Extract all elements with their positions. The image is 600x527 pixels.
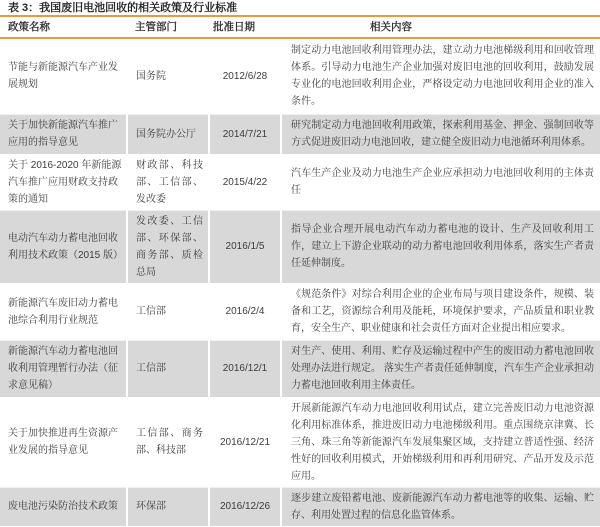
related-content-cell: 逐步建立废铅蓄电池、废新能源汽车动力蓄电池等的收集、运输、贮存、利用处置过程的信息化监管体系。	[281, 487, 600, 526]
policy-name-cell: 关于 2016-2020 年新能源汽车推广应用财政支持政策的通知	[0, 154, 127, 210]
policy-name-cell: 节能与新能源汽车产业发展规划	[0, 39, 127, 114]
policy-name-cell: 关于加快推进再生资源产业发展的指导意见	[0, 397, 127, 487]
department-cell: 工信部	[127, 340, 209, 397]
column-header-department: 主管部门	[127, 17, 209, 37]
department-cell: 国务院办公厅	[127, 114, 209, 154]
related-content-cell: 制定动力电池回收利用管理办法，建立动力电池梯级利用和回收管理体系。引导动力电池生产企业加强对废旧电池的回收利用，鼓励发展专业化的电池回收利用企业，严格设定动力电池回收利用企业的准入条件。	[281, 39, 600, 114]
approval-date-cell: 2012/6/28	[209, 39, 281, 114]
approval-date-cell: 2016/2/4	[209, 283, 281, 340]
department-cell: 财政部、科技部、工信部、发改委	[127, 154, 209, 210]
department-cell: 工信部	[127, 283, 209, 340]
related-content-cell: 研究制定动力电池回收利用政策，探索利用基金、押金、强制回收等方式促进废旧动力电池回收，建立健全废旧动力电池循环利用体系。	[281, 114, 600, 154]
approval-date-cell: 2016/1/5	[209, 210, 281, 283]
policy-table	[0, 17, 600, 37]
policy-table-body	[0, 39, 600, 527]
related-content-cell: 汽车生产企业及动力电池生产企业应承担动力电池回收利用的主体责任	[281, 154, 600, 210]
related-content-cell: 《规范条件》对综合利用企业的企业布局与项目建设条件，规模、装备和工艺，资源综合利用及能耗，环境保护要求，产品质量和职业教育，安全生产、职业健康和社会责任方面对企业提出相应要求。	[281, 283, 600, 340]
related-content-cell: 对生产、使用、利用、贮存及运输过程中产生的废旧动力蓄电池回收处理办法进行规定。 落实生产者责任延伸制度，汽车生产企业承担动力蓄电池回收利用主体责任。	[281, 340, 600, 397]
policy-name-cell: 关于加快新能源汽车推广应用的指导意见	[0, 114, 127, 154]
policy-name-cell: 新能源汽车动力蓄电池回收利用管理暂行办法（征求意见稿）	[0, 340, 127, 397]
department-cell: 国务院	[127, 39, 209, 114]
related-content-cell: 指导企业合理开展电动汽车动力蓄电池的设计、生产及回收利用工作，建立上下游企业联动的动力蓄电池回收利用体系，落实生产者责任延伸制度。	[281, 210, 600, 283]
table-row	[0, 487, 600, 526]
table-row	[0, 283, 600, 340]
column-header-policy-name: 政策名称	[0, 17, 127, 37]
policy-name-cell: 电动汽车动力蓄电池回收利用技术政策（2015 版）	[0, 210, 127, 283]
approval-date-cell: 2016/12/26	[209, 487, 281, 526]
approval-date-cell: 2016/12/1	[209, 340, 281, 397]
policy-name-cell: 废电池污染防治技术政策	[0, 487, 127, 526]
approval-date-cell: 2014/7/21	[209, 114, 281, 154]
table-row	[0, 114, 600, 154]
table-row	[0, 397, 600, 487]
column-header-related-content: 相关内容	[281, 17, 600, 37]
approval-date-cell: 2015/4/22	[209, 154, 281, 210]
department-cell: 环保部	[127, 487, 209, 526]
table-row	[0, 210, 600, 283]
table-title: 表 3：我国废旧电池回收的相关政策及行业标准	[0, 0, 600, 15]
table-row	[0, 340, 600, 397]
header-row	[0, 17, 600, 37]
policy-name-cell: 新能源汽车废旧动力蓄电池综合利用行业规范	[0, 283, 127, 340]
column-header-approval-date: 批准日期	[209, 17, 281, 37]
related-content-cell: 开展新能源汽车动力电池回收利用试点，建立完善废旧动力电池资源化利用标准体系，推进废旧动力电池梯级利用。重点围绕京津冀、长三角、珠三角等新能源汽车发展集聚区域，支持建立普适性强、经济性好的回收利用模式，开始梯级利用和再利用研究、产品开发及示范应用。	[281, 397, 600, 487]
department-cell: 工信部、商务部、科技部	[127, 397, 209, 487]
table-row	[0, 154, 600, 210]
table-header	[0, 17, 600, 37]
table-row	[0, 39, 600, 114]
approval-date-cell: 2016/12/21	[209, 397, 281, 487]
department-cell: 发改委、工信部、环保部、商务部、质检总局	[127, 210, 209, 283]
